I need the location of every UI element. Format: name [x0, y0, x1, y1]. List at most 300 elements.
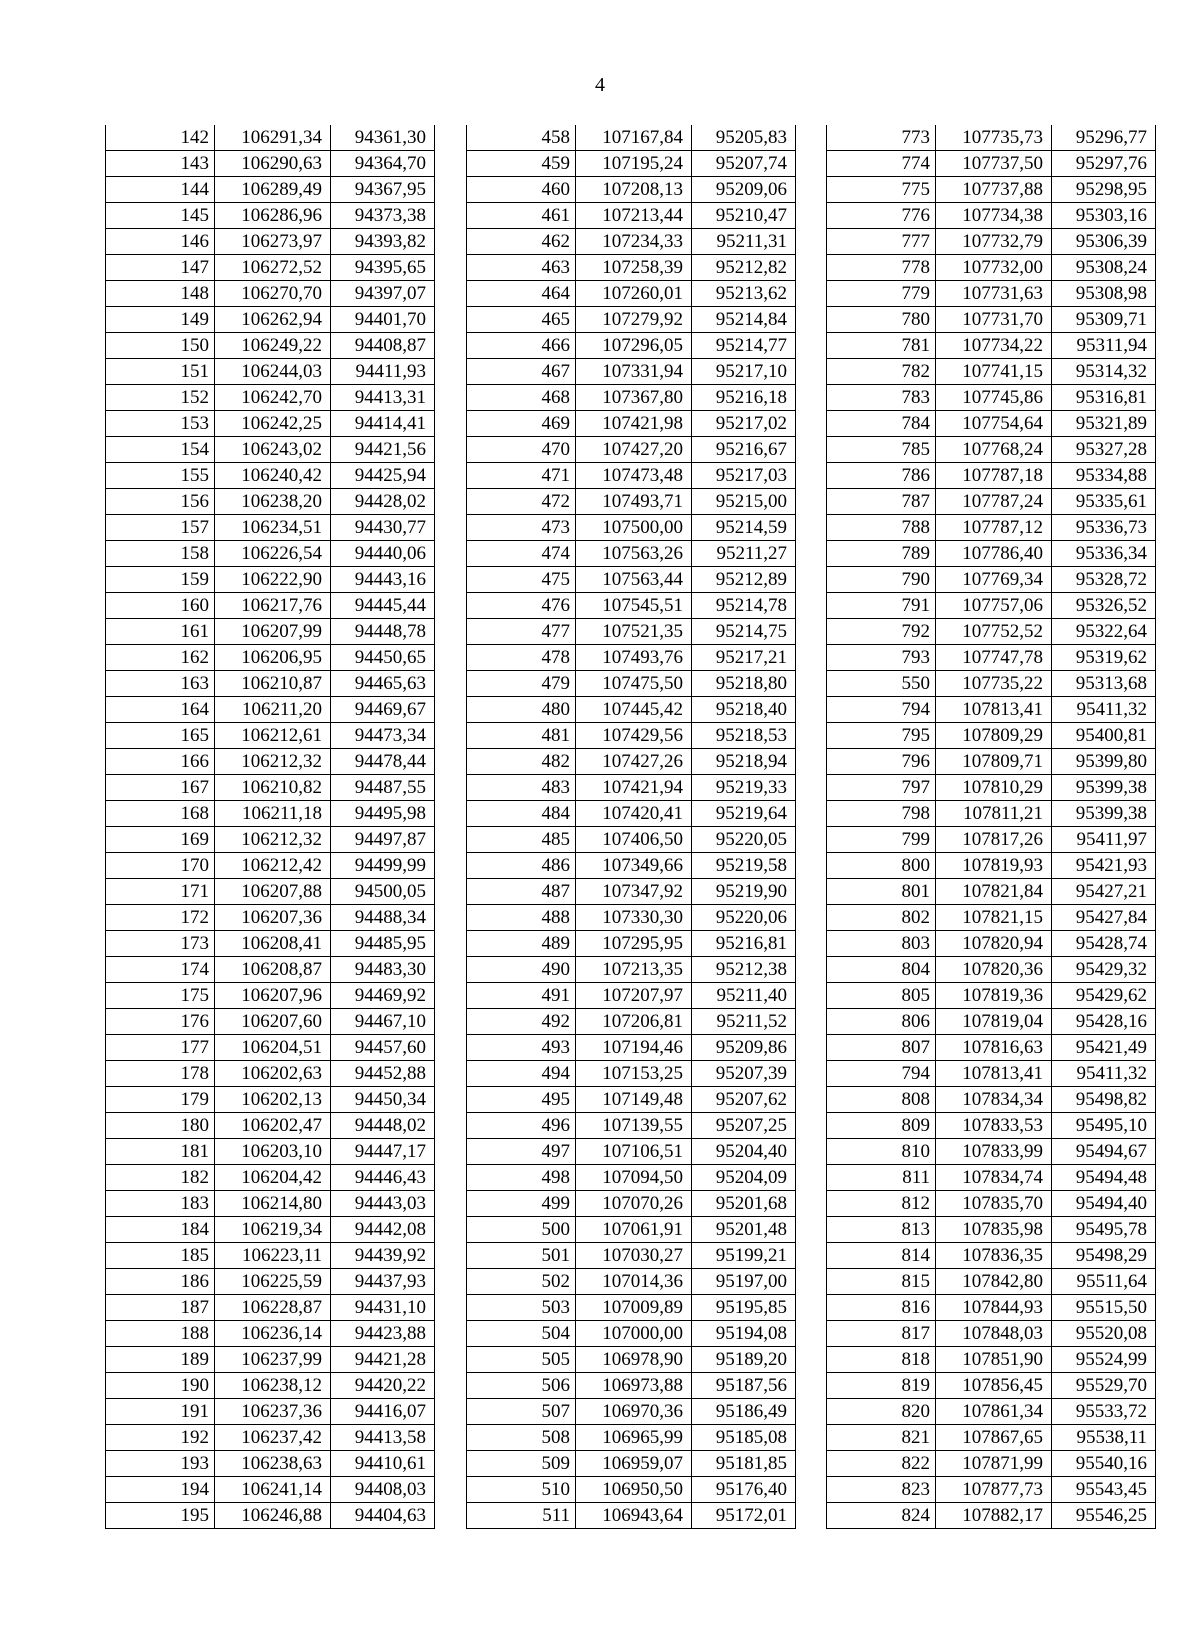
x-coordinate-cell: 106208,41 [215, 931, 331, 957]
x-coordinate-cell: 107836,35 [936, 1243, 1052, 1269]
y-coordinate-cell: 95204,40 [692, 1139, 796, 1165]
x-coordinate-cell: 106203,10 [215, 1139, 331, 1165]
point-number-cell: 800 [827, 853, 936, 879]
table-row [467, 1191, 796, 1217]
table-row [467, 879, 796, 905]
table-row [106, 905, 435, 931]
y-coordinate-cell: 95303,16 [1052, 203, 1156, 229]
table-row [467, 177, 796, 203]
y-coordinate-cell: 95298,95 [1052, 177, 1156, 203]
table-row [467, 463, 796, 489]
point-number-cell: 486 [467, 853, 576, 879]
x-coordinate-cell: 107427,26 [576, 749, 692, 775]
point-number-cell: 182 [106, 1165, 215, 1191]
x-coordinate-cell: 106244,03 [215, 359, 331, 385]
point-number-cell: 471 [467, 463, 576, 489]
y-coordinate-cell: 95212,82 [692, 255, 796, 281]
point-number-cell: 142 [106, 125, 215, 151]
table-row [467, 1399, 796, 1425]
y-coordinate-cell: 94457,60 [331, 1035, 435, 1061]
table-row [106, 1269, 435, 1295]
x-coordinate-cell: 106207,99 [215, 619, 331, 645]
table-row [467, 307, 796, 333]
y-coordinate-cell: 94431,10 [331, 1295, 435, 1321]
y-coordinate-cell: 95322,64 [1052, 619, 1156, 645]
y-coordinate-cell: 94478,44 [331, 749, 435, 775]
x-coordinate-cell: 107206,81 [576, 1009, 692, 1035]
table-row [467, 1373, 796, 1399]
y-coordinate-cell: 95533,72 [1052, 1399, 1156, 1425]
point-number-cell: 810 [827, 1139, 936, 1165]
point-number-cell: 776 [827, 203, 936, 229]
point-number-cell: 458 [467, 125, 576, 151]
table-row [827, 827, 1156, 853]
point-number-cell: 479 [467, 671, 576, 697]
table-row [106, 463, 435, 489]
x-coordinate-cell: 107295,95 [576, 931, 692, 957]
x-coordinate-cell: 107745,86 [936, 385, 1052, 411]
table-row [106, 411, 435, 437]
x-coordinate-cell: 107833,99 [936, 1139, 1052, 1165]
table-row [827, 1243, 1156, 1269]
y-coordinate-cell: 95336,73 [1052, 515, 1156, 541]
y-coordinate-cell: 95297,76 [1052, 151, 1156, 177]
table-row [827, 125, 1156, 151]
table-row [467, 1035, 796, 1061]
table-row [106, 1035, 435, 1061]
y-coordinate-cell: 95212,38 [692, 957, 796, 983]
y-coordinate-cell: 94423,88 [331, 1321, 435, 1347]
point-number-cell: 483 [467, 775, 576, 801]
x-coordinate-cell: 107167,84 [576, 125, 692, 151]
y-coordinate-cell: 95546,25 [1052, 1503, 1156, 1529]
y-coordinate-cell: 95216,18 [692, 385, 796, 411]
point-number-cell: 169 [106, 827, 215, 853]
table-row [467, 515, 796, 541]
table-row [467, 1451, 796, 1477]
point-number-cell: 495 [467, 1087, 576, 1113]
x-coordinate-cell: 106212,61 [215, 723, 331, 749]
x-coordinate-cell: 107061,91 [576, 1217, 692, 1243]
table-row [467, 645, 796, 671]
y-coordinate-cell: 95209,06 [692, 177, 796, 203]
y-coordinate-cell: 94428,02 [331, 489, 435, 515]
y-coordinate-cell: 95428,16 [1052, 1009, 1156, 1035]
y-coordinate-cell: 95217,03 [692, 463, 796, 489]
table-row [827, 567, 1156, 593]
x-coordinate-cell: 107741,15 [936, 359, 1052, 385]
point-number-cell: 166 [106, 749, 215, 775]
point-number-cell: 466 [467, 333, 576, 359]
y-coordinate-cell: 94421,56 [331, 437, 435, 463]
point-number-cell: 481 [467, 723, 576, 749]
point-number-cell: 186 [106, 1269, 215, 1295]
y-coordinate-cell: 95176,40 [692, 1477, 796, 1503]
point-number-cell: 178 [106, 1061, 215, 1087]
point-number-cell: 795 [827, 723, 936, 749]
y-coordinate-cell: 95309,71 [1052, 307, 1156, 333]
point-number-cell: 491 [467, 983, 576, 1009]
y-coordinate-cell: 94437,93 [331, 1269, 435, 1295]
table-row [467, 1087, 796, 1113]
point-number-cell: 497 [467, 1139, 576, 1165]
table-row [106, 1217, 435, 1243]
y-coordinate-cell: 95428,74 [1052, 931, 1156, 957]
point-number-cell: 165 [106, 723, 215, 749]
x-coordinate-cell: 107842,80 [936, 1269, 1052, 1295]
table-row [827, 437, 1156, 463]
y-coordinate-cell: 94440,06 [331, 541, 435, 567]
table-row [827, 593, 1156, 619]
table-row [106, 1503, 435, 1529]
y-coordinate-cell: 94401,70 [331, 307, 435, 333]
table-row [467, 1269, 796, 1295]
y-coordinate-cell: 95334,88 [1052, 463, 1156, 489]
y-coordinate-cell: 95543,45 [1052, 1477, 1156, 1503]
point-number-cell: 798 [827, 801, 936, 827]
table-row [827, 905, 1156, 931]
x-coordinate-cell: 106238,20 [215, 489, 331, 515]
x-coordinate-cell: 107819,04 [936, 1009, 1052, 1035]
point-number-cell: 505 [467, 1347, 576, 1373]
y-coordinate-cell: 95189,20 [692, 1347, 796, 1373]
point-number-cell: 775 [827, 177, 936, 203]
x-coordinate-cell: 107817,26 [936, 827, 1052, 853]
y-coordinate-cell: 95172,01 [692, 1503, 796, 1529]
y-coordinate-cell: 95219,33 [692, 775, 796, 801]
point-number-cell: 475 [467, 567, 576, 593]
point-number-cell: 789 [827, 541, 936, 567]
point-number-cell: 146 [106, 229, 215, 255]
x-coordinate-cell: 106207,36 [215, 905, 331, 931]
x-coordinate-cell: 107737,50 [936, 151, 1052, 177]
y-coordinate-cell: 95296,77 [1052, 125, 1156, 151]
point-number-cell: 191 [106, 1399, 215, 1425]
y-coordinate-cell: 95306,39 [1052, 229, 1156, 255]
point-number-cell: 803 [827, 931, 936, 957]
y-coordinate-cell: 95207,25 [692, 1113, 796, 1139]
x-coordinate-cell: 107737,88 [936, 177, 1052, 203]
y-coordinate-cell: 94367,95 [331, 177, 435, 203]
point-number-cell: 473 [467, 515, 576, 541]
point-number-cell: 168 [106, 801, 215, 827]
x-coordinate-cell: 107445,42 [576, 697, 692, 723]
point-number-cell: 164 [106, 697, 215, 723]
x-coordinate-cell: 106240,42 [215, 463, 331, 489]
y-coordinate-cell: 94416,07 [331, 1399, 435, 1425]
y-coordinate-cell: 94408,87 [331, 333, 435, 359]
y-coordinate-cell: 95328,72 [1052, 567, 1156, 593]
point-number-cell: 821 [827, 1425, 936, 1451]
x-coordinate-cell: 107406,50 [576, 827, 692, 853]
table-row [106, 801, 435, 827]
y-coordinate-cell: 94446,43 [331, 1165, 435, 1191]
x-coordinate-cell: 106214,80 [215, 1191, 331, 1217]
table-row [827, 1165, 1156, 1191]
table-row [467, 671, 796, 697]
y-coordinate-cell: 94413,58 [331, 1425, 435, 1451]
point-number-cell: 818 [827, 1347, 936, 1373]
y-coordinate-cell: 95211,27 [692, 541, 796, 567]
point-number-cell: 502 [467, 1269, 576, 1295]
x-coordinate-cell: 106222,90 [215, 567, 331, 593]
point-number-cell: 499 [467, 1191, 576, 1217]
y-coordinate-cell: 95194,08 [692, 1321, 796, 1347]
point-number-cell: 774 [827, 151, 936, 177]
table-row [106, 359, 435, 385]
point-number-cell: 823 [827, 1477, 936, 1503]
y-coordinate-cell: 95219,64 [692, 801, 796, 827]
table-row [106, 567, 435, 593]
table-row [827, 1477, 1156, 1503]
x-coordinate-cell: 107757,06 [936, 593, 1052, 619]
table-row [827, 1269, 1156, 1295]
table-row [467, 801, 796, 827]
table-row [106, 619, 435, 645]
table-row [467, 1139, 796, 1165]
y-coordinate-cell: 95399,38 [1052, 801, 1156, 827]
x-coordinate-cell: 107734,38 [936, 203, 1052, 229]
point-number-cell: 778 [827, 255, 936, 281]
y-coordinate-cell: 94465,63 [331, 671, 435, 697]
point-number-cell: 550 [827, 671, 936, 697]
point-number-cell: 488 [467, 905, 576, 931]
table-row [467, 385, 796, 411]
point-number-cell: 463 [467, 255, 576, 281]
y-coordinate-cell: 95207,39 [692, 1061, 796, 1087]
table-row [827, 931, 1156, 957]
table-row [467, 593, 796, 619]
table-row [827, 359, 1156, 385]
x-coordinate-cell: 107149,48 [576, 1087, 692, 1113]
x-coordinate-cell: 107867,65 [936, 1425, 1052, 1451]
x-coordinate-cell: 106950,50 [576, 1477, 692, 1503]
x-coordinate-cell: 107521,35 [576, 619, 692, 645]
point-number-cell: 148 [106, 281, 215, 307]
table-row [106, 1477, 435, 1503]
point-number-cell: 187 [106, 1295, 215, 1321]
point-number-cell: 171 [106, 879, 215, 905]
y-coordinate-cell: 95399,80 [1052, 749, 1156, 775]
x-coordinate-cell: 106943,64 [576, 1503, 692, 1529]
table-row [106, 931, 435, 957]
point-number-cell: 177 [106, 1035, 215, 1061]
table-row [827, 177, 1156, 203]
x-coordinate-cell: 106237,36 [215, 1399, 331, 1425]
point-number-cell: 506 [467, 1373, 576, 1399]
y-coordinate-cell: 94395,65 [331, 255, 435, 281]
x-coordinate-cell: 107786,40 [936, 541, 1052, 567]
y-coordinate-cell: 94448,02 [331, 1113, 435, 1139]
y-coordinate-cell: 95411,97 [1052, 827, 1156, 853]
table-row [827, 463, 1156, 489]
x-coordinate-cell: 107563,44 [576, 567, 692, 593]
x-coordinate-cell: 107153,25 [576, 1061, 692, 1087]
point-number-cell: 184 [106, 1217, 215, 1243]
table-row [827, 1113, 1156, 1139]
table-row [467, 931, 796, 957]
table-row [106, 1243, 435, 1269]
x-coordinate-cell: 107848,03 [936, 1321, 1052, 1347]
y-coordinate-cell: 95520,08 [1052, 1321, 1156, 1347]
x-coordinate-cell: 106217,76 [215, 593, 331, 619]
x-coordinate-cell: 106212,32 [215, 827, 331, 853]
x-coordinate-cell: 106286,96 [215, 203, 331, 229]
x-coordinate-cell: 107835,70 [936, 1191, 1052, 1217]
point-number-cell: 814 [827, 1243, 936, 1269]
x-coordinate-cell: 106237,99 [215, 1347, 331, 1373]
x-coordinate-cell: 107260,01 [576, 281, 692, 307]
y-coordinate-cell: 94499,99 [331, 853, 435, 879]
table-row [106, 1061, 435, 1087]
x-coordinate-cell: 107213,35 [576, 957, 692, 983]
x-coordinate-cell: 106202,47 [215, 1113, 331, 1139]
x-coordinate-cell: 107747,78 [936, 645, 1052, 671]
x-coordinate-cell: 106207,96 [215, 983, 331, 1009]
table-row [106, 1009, 435, 1035]
y-coordinate-cell: 95205,83 [692, 125, 796, 151]
table-row [827, 645, 1156, 671]
point-number-cell: 811 [827, 1165, 936, 1191]
point-number-cell: 822 [827, 1451, 936, 1477]
x-coordinate-cell: 107279,92 [576, 307, 692, 333]
table-row [106, 1295, 435, 1321]
x-coordinate-cell: 107070,26 [576, 1191, 692, 1217]
table-row [827, 1035, 1156, 1061]
point-number-cell: 181 [106, 1139, 215, 1165]
y-coordinate-cell: 95181,85 [692, 1451, 796, 1477]
table-row [106, 255, 435, 281]
point-number-cell: 190 [106, 1373, 215, 1399]
table-row [827, 1217, 1156, 1243]
point-number-cell: 781 [827, 333, 936, 359]
point-number-cell: 509 [467, 1451, 576, 1477]
point-number-cell: 149 [106, 307, 215, 333]
point-number-cell: 773 [827, 125, 936, 151]
y-coordinate-cell: 94361,30 [331, 125, 435, 151]
x-coordinate-cell: 107429,56 [576, 723, 692, 749]
table-row [106, 203, 435, 229]
y-coordinate-cell: 94373,38 [331, 203, 435, 229]
table-row [827, 697, 1156, 723]
point-number-cell: 507 [467, 1399, 576, 1425]
table-row [467, 437, 796, 463]
y-coordinate-cell: 95494,48 [1052, 1165, 1156, 1191]
x-coordinate-cell: 106262,94 [215, 307, 331, 333]
x-coordinate-cell: 107809,29 [936, 723, 1052, 749]
x-coordinate-cell: 107816,63 [936, 1035, 1052, 1061]
y-coordinate-cell: 94452,88 [331, 1061, 435, 1087]
point-number-cell: 808 [827, 1087, 936, 1113]
x-coordinate-cell: 107752,52 [936, 619, 1052, 645]
point-number-cell: 805 [827, 983, 936, 1009]
y-coordinate-cell: 94469,67 [331, 697, 435, 723]
x-coordinate-cell: 106236,14 [215, 1321, 331, 1347]
table-row [467, 203, 796, 229]
table-row [467, 905, 796, 931]
x-coordinate-cell: 106228,87 [215, 1295, 331, 1321]
x-coordinate-cell: 107421,94 [576, 775, 692, 801]
point-number-cell: 820 [827, 1399, 936, 1425]
table-row [467, 1243, 796, 1269]
x-coordinate-cell: 106226,54 [215, 541, 331, 567]
y-coordinate-cell: 94497,87 [331, 827, 435, 853]
x-coordinate-cell: 107731,70 [936, 307, 1052, 333]
table-row [106, 281, 435, 307]
table-row [827, 1295, 1156, 1321]
y-coordinate-cell: 94430,77 [331, 515, 435, 541]
table-row [106, 1165, 435, 1191]
y-coordinate-cell: 95321,89 [1052, 411, 1156, 437]
y-coordinate-cell: 95498,82 [1052, 1087, 1156, 1113]
x-coordinate-cell: 106225,59 [215, 1269, 331, 1295]
y-coordinate-cell: 95495,78 [1052, 1217, 1156, 1243]
point-number-cell: 183 [106, 1191, 215, 1217]
y-coordinate-cell: 95335,61 [1052, 489, 1156, 515]
table-row [106, 593, 435, 619]
x-coordinate-cell: 107821,84 [936, 879, 1052, 905]
table-row [106, 151, 435, 177]
point-number-cell: 819 [827, 1373, 936, 1399]
table-row [106, 957, 435, 983]
y-coordinate-cell: 95195,85 [692, 1295, 796, 1321]
point-number-cell: 799 [827, 827, 936, 853]
x-coordinate-cell: 106212,32 [215, 749, 331, 775]
y-coordinate-cell: 94411,93 [331, 359, 435, 385]
point-number-cell: 147 [106, 255, 215, 281]
table-row [467, 1321, 796, 1347]
x-coordinate-cell: 106273,97 [215, 229, 331, 255]
y-coordinate-cell: 94473,34 [331, 723, 435, 749]
x-coordinate-cell: 107139,55 [576, 1113, 692, 1139]
x-coordinate-cell: 107009,89 [576, 1295, 692, 1321]
y-coordinate-cell: 95217,10 [692, 359, 796, 385]
y-coordinate-cell: 95207,62 [692, 1087, 796, 1113]
x-coordinate-cell: 106973,88 [576, 1373, 692, 1399]
x-coordinate-cell: 107819,36 [936, 983, 1052, 1009]
x-coordinate-cell: 107754,64 [936, 411, 1052, 437]
point-number-cell: 176 [106, 1009, 215, 1035]
x-coordinate-cell: 107861,34 [936, 1399, 1052, 1425]
table-row [106, 645, 435, 671]
x-coordinate-cell: 106242,25 [215, 411, 331, 437]
y-coordinate-cell: 95218,53 [692, 723, 796, 749]
x-coordinate-cell: 106210,82 [215, 775, 331, 801]
table-row [106, 229, 435, 255]
point-number-cell: 464 [467, 281, 576, 307]
y-coordinate-cell: 95336,34 [1052, 541, 1156, 567]
x-coordinate-cell: 106289,49 [215, 177, 331, 203]
table-row [827, 1321, 1156, 1347]
table-row [827, 515, 1156, 541]
point-number-cell: 815 [827, 1269, 936, 1295]
point-number-cell: 817 [827, 1321, 936, 1347]
point-number-cell: 465 [467, 307, 576, 333]
x-coordinate-cell: 107475,50 [576, 671, 692, 697]
point-number-cell: 485 [467, 827, 576, 853]
table-row [827, 1191, 1156, 1217]
y-coordinate-cell: 95217,02 [692, 411, 796, 437]
table-row [827, 723, 1156, 749]
table-row [467, 723, 796, 749]
x-coordinate-cell: 107834,34 [936, 1087, 1052, 1113]
point-number-cell: 809 [827, 1113, 936, 1139]
table-row [106, 1191, 435, 1217]
y-coordinate-cell: 95313,68 [1052, 671, 1156, 697]
y-coordinate-cell: 95427,21 [1052, 879, 1156, 905]
x-coordinate-cell: 107844,93 [936, 1295, 1052, 1321]
y-coordinate-cell: 94495,98 [331, 801, 435, 827]
